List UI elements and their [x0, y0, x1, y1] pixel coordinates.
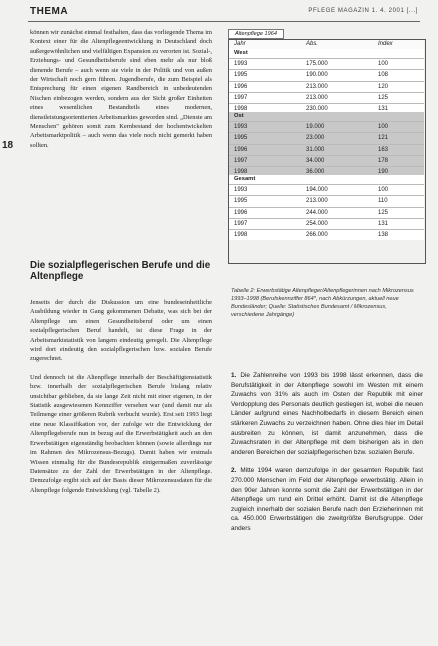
right-column [231, 371, 423, 543]
paragraph-number: 2. [231, 467, 237, 475]
table-row [228, 132, 424, 143]
cell-year: 1997 [234, 157, 248, 164]
table-group-west [228, 49, 424, 114]
cell-index: 178 [378, 157, 389, 164]
paragraph-text: Die Zahlenreihe von 1993 bis 1998 lässt erkennen, dass die Berufstätigkeit in der Altenpflege sowohl im Westen mit einem Zuwachs von 31% als auch im Osten der Republik mit einer Verdopplung des Personals deutlich gestiegen ist, wobei die neuen Länder aufgrund eines Nachholbedarfs in diesem Bereich einen stärkeren Zuwachs zu verzeichnen haben. Ohne dies hier im Detail ausbreiten zu können, ist damit anzunehmen, dass die Zuwachsraten in der Altenpflege mit dem bisherigen als in den anderen Bereichen der sozialpflegerischen bzw. sozialen Berufe. [231, 372, 423, 456]
cell-index: 100 [378, 187, 389, 193]
cell-year: 1995 [234, 135, 248, 142]
margin-page-number: 18 [2, 140, 14, 151]
cell-year: 1995 [234, 72, 248, 79]
cell-year: 1996 [234, 83, 248, 90]
group-label: West [234, 50, 248, 56]
cell-index: 120 [378, 83, 389, 90]
cell-abs: 213.000 [306, 198, 328, 205]
cell-index: 138 [378, 232, 389, 239]
table-caption: Tabelle 2: Erwerbstätige Altenpfleger/Altenpflegerinnen nach Mikrozensus 1993–1998 (Berufskennziffer 864*, nach Abkürzungen, aktuell neue Bundesländer; Quelle: Statistisches Bundesamt / Mikrozensus, verschiedene Jahrgänge) [231, 288, 414, 318]
table-row [228, 121, 424, 132]
cell-index: 100 [378, 124, 389, 130]
cell-abs: 31.000 [306, 146, 325, 153]
cell-year: 1996 [234, 209, 248, 216]
numbered-paragraph [231, 466, 423, 533]
cell-index: 163 [378, 146, 389, 153]
paragraph-text: Mitte 1994 waren demzufolge in der gesamten Republik fast 270.000 Menschen im Feld der Altenpflege erwerbstätig. Allein in den 90er Jahren konnte somit die Zahl der Erwerbstätigen in der Altenpflege um rund ein Drittel erhöht. Damit ist die Altenpflege zugleich innerhalb der sozialen Berufe nach den Erzieherinnen mit ca. 450.000 Erwerbstätigen die zweitgrößte Berufsgruppe. Oder anders [231, 467, 423, 532]
running-head: PFLEGE MAGAZIN 1. 4. 2001 [...] [308, 8, 418, 14]
cell-index: 121 [378, 135, 389, 142]
body-paragraph: Und dennoch ist die Altenpflege innerhalb der Beschäftigtenstatistik bzw. innerhalb der sozialpflegerischen Berufe bislang relativ unsichtbar geblieben, da sie lange Zeit nicht mit einer eigenen, in der Statistik ausgewiesenen Kennziffer versehen war (und damit nur als Teilmenge einer größeren Rubrik verbucht wurde). Erst seit 1993 liegt eine neue Klassifikation vor, der zufolge wir die Entwicklung der Altenpflegeberufe nun in bezug auf die Erwerbstätigkeit auch an den Erwerbstätigen eigenständig beobachten können (sowie allerdings nur im Rahmen des Mikrozensus-Bezugs). Damit haben wir erstmals Wissen einmalig für die Bundesrepublik einigermaßen zuverlässige Datensätze zu der Zahl der Erwerbstätigen in der Altenpflege. Demzufolge ergibt sich auf der Basis dieser Mikrozensusdaten für die Altenpflege folgende Entwicklung (vgl. Tabelle 2). [30, 373, 212, 494]
data-table [228, 29, 424, 269]
table-row [228, 144, 424, 155]
body-paragraph: Jenseits der durch die Diskussion um eine bundeseinheitliche Ausbildung wieder in Gang gekommenen Debatte, was sich bei der Altenpflege um einen Gesundheitsberuf oder um einen sozialpflegerischen Beruf handelt, ist diese Frage in der Arbeitsmarktstatistik von langem eindeutig geregelt. Die Altenpflege wird dort eindeutig den sozialpflegerischen bzw. sozialen Berufe zugerechnet. [30, 299, 212, 363]
cell-year: 1993 [234, 124, 248, 130]
group-label: Gesamt [234, 176, 256, 182]
cell-year: 1996 [234, 146, 248, 153]
table-row [228, 218, 424, 229]
cell-index: 100 [378, 61, 389, 67]
cell-abs: 266.000 [306, 232, 328, 239]
cell-abs: 175.000 [306, 61, 328, 67]
table-row [228, 207, 424, 218]
table-row [228, 229, 424, 240]
cell-abs: 213.000 [306, 94, 328, 101]
cell-year: 1995 [234, 198, 248, 205]
group-label: Ost [234, 113, 244, 119]
table-row [228, 58, 424, 69]
cell-abs: 213.000 [306, 83, 328, 90]
cell-year: 1997 [234, 220, 248, 227]
column-header-abs: Abs. [306, 41, 319, 47]
cell-abs: 244.000 [306, 209, 328, 216]
table-group-ost [228, 112, 424, 177]
cell-abs: 230.000 [306, 106, 328, 113]
numbered-paragraph [231, 371, 423, 457]
cell-index: 108 [378, 72, 389, 79]
cell-year: 1997 [234, 94, 248, 101]
left-column-bottom [30, 298, 212, 504]
table-row [228, 184, 424, 195]
cell-abs: 254.000 [306, 220, 328, 227]
header-rule [28, 21, 420, 22]
cell-abs: 190.000 [306, 72, 328, 79]
cell-abs: 36.000 [306, 169, 325, 176]
cell-index: 125 [378, 94, 389, 101]
cell-year: 1993 [234, 61, 248, 67]
cell-abs: 194.000 [306, 187, 328, 193]
table-row [228, 195, 424, 206]
cell-year: 1998 [234, 169, 248, 176]
section-header: THEMA [30, 6, 69, 17]
table-row [228, 92, 424, 103]
table-row [228, 69, 424, 80]
cell-year: 1998 [234, 106, 248, 113]
cell-year: 1998 [234, 232, 248, 239]
left-column-top [30, 28, 212, 159]
table-row [228, 81, 424, 92]
cell-index: 131 [378, 106, 389, 113]
table-caption-tab: Altenpflege 1964 [228, 29, 284, 39]
cell-index: 110 [378, 198, 388, 205]
cell-index: 131 [378, 220, 389, 227]
cell-year: 1993 [234, 187, 248, 193]
column-header-index: Index [378, 41, 393, 47]
cell-abs: 34.000 [306, 157, 325, 164]
section-title: Die sozialpflegerischen Berufe und die Altenpflege [30, 260, 211, 282]
cell-index: 190 [378, 169, 389, 176]
cell-index: 125 [378, 209, 389, 216]
cell-abs: 19.000 [306, 124, 325, 130]
table-group-gesamt [228, 175, 424, 240]
cell-abs: 23.000 [306, 135, 325, 142]
column-header-year: Jahr [234, 41, 246, 47]
body-paragraph: können wir zunächst einmal festhalten, dass das vorliegende Thema im Kontext einer für die Altenpflegeentwicklung in Deutschland doch außergewöhnlichen und vielfältigen Expansion zu verorten ist. Sozial-, Erziehungs- und Gesundheitsberufe sind eben mehr als nur bloß dienende Berufe – auch wenn sie viele in der Politik und von außen der Wirtschaft noch gern führen. Jugendberufe, die zum Beispiel als Entsprechung für einen eigenen Randbereich in unbedeutenden Nischen einbezogen werden, sondern aus der Sicht großer Einheiten eines wesentlichen Bestandteils eines modernen, dienstleistungsorientierten Arbeitsmarktes geworden sind. „Dienste am Menschen" gehören somit zum Kernbestand der hochentwickelten Arbeitsmarktpolitik – auch wenn das viele noch nicht gemerkt haben sollten. [30, 29, 212, 149]
table-row [228, 155, 424, 166]
paragraph-number: 1. [231, 372, 237, 379]
